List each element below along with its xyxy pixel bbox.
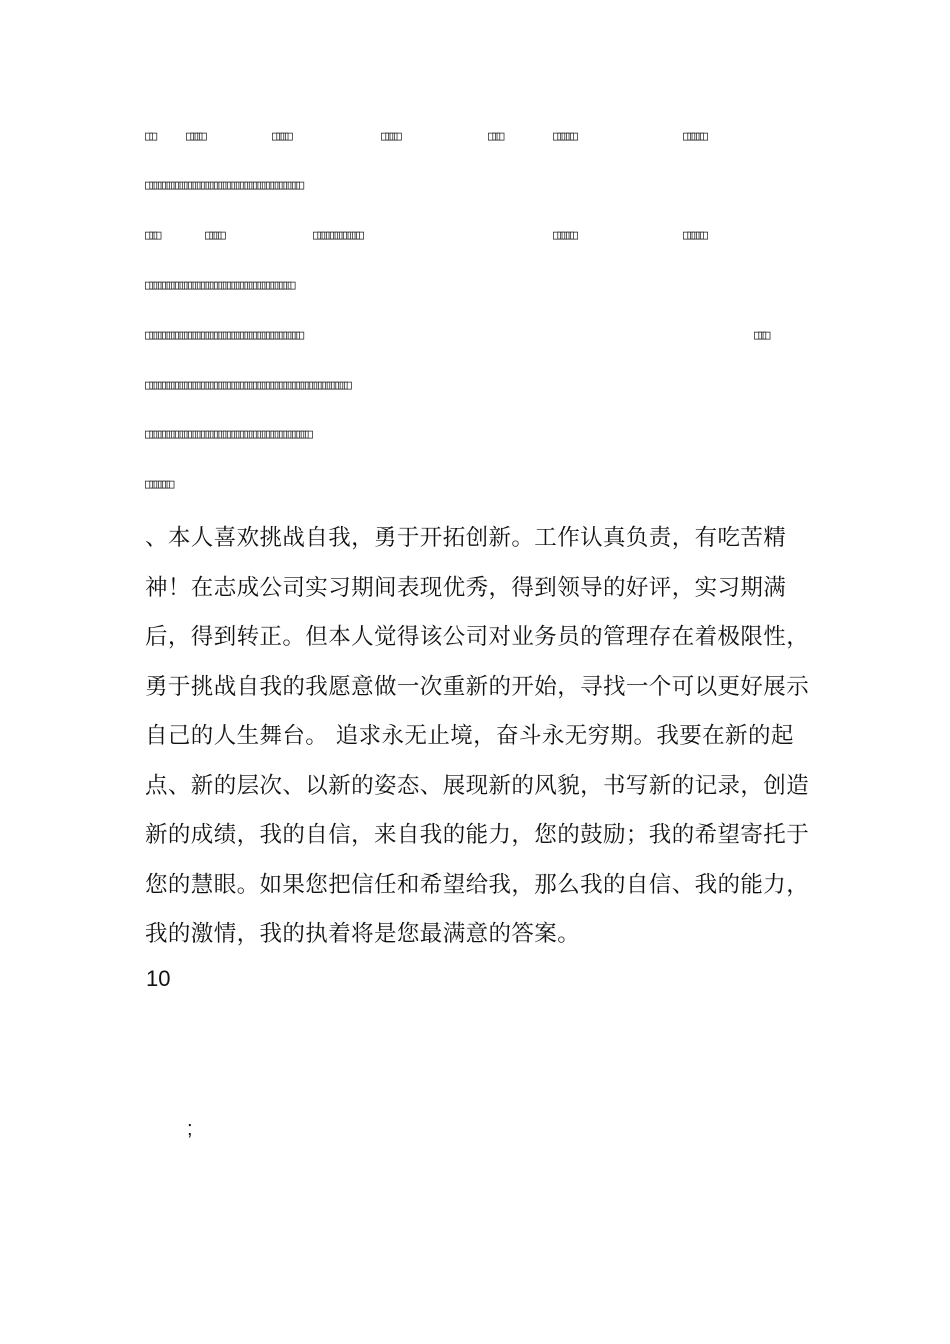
garbled-text: □□□□□ xyxy=(553,129,575,144)
garbled-text: □□□□ xyxy=(205,228,223,243)
garbled-text: □□□□□□□□□□□□□□□□□□□□□□□□□□□□□□□□□□□□ xyxy=(145,178,301,193)
garbled-text: □□□□□□ xyxy=(145,477,171,492)
garbled-text: □□□□□ xyxy=(683,129,705,144)
garbled-text: □□□ xyxy=(145,228,158,243)
garbled-text: □□□□□ xyxy=(683,228,705,243)
garbled-text: □□□ xyxy=(754,328,767,343)
garbled-text: □□□□ xyxy=(272,129,290,144)
garbled-text: □□□□ xyxy=(186,129,204,144)
garbled-text: □□□□□ xyxy=(553,228,575,243)
garbled-text: □□□□□□□□□□□□□□□□□□□□□□□□□□□□□□□□□□□□□□□□□□□□□□□ xyxy=(145,378,349,393)
garbled-text: □□□□□□□□□□□□□□□□□□□□□□□□□□□□□□□□□□□□ xyxy=(145,328,301,343)
footer-mark: ; xyxy=(187,1118,193,1140)
garbled-text: □□□□□□□□□□□ xyxy=(313,228,361,243)
garbled-text: □□□□ xyxy=(381,129,399,144)
garbled-text: □□□□□□□□□□□□□□□□□□□□□□□□□□□□□□□□□□□□□□ xyxy=(145,427,310,442)
garbled-text: □□□ xyxy=(488,129,501,144)
garbled-text: □□ xyxy=(145,129,154,144)
page-number: 10 xyxy=(146,966,171,991)
garbled-text: □□□□□□□□□□□□□□□□□□□□□□□□□□□□□□□□□□ xyxy=(145,278,293,293)
body-paragraph: 、本人喜欢挑战自我，勇于开拓创新。工作认真负责，有吃苦精神！在志成公司实习期间表现优秀，得到领导的好评，实习期满后，得到转正。但本人觉得该公司对业务员的管理存在着极限性，勇于挑战自我的我愿意做一次重新的开始，寻找一个可以更好展示自己的人生舞台。 追求永无止境，奋斗永无穷期。我要在新的起点、新的层次、以新的姿态、展现新的风貌，书写新的记录，创造新的成绩，我的自信，来自我的能力，您的鼓励；我的希望寄托于您的慧眼。如果您把信任和希望给我，那么我的自信、我的能力，我的激情，我的执着将是您最满意的答案。 xyxy=(145,525,810,947)
